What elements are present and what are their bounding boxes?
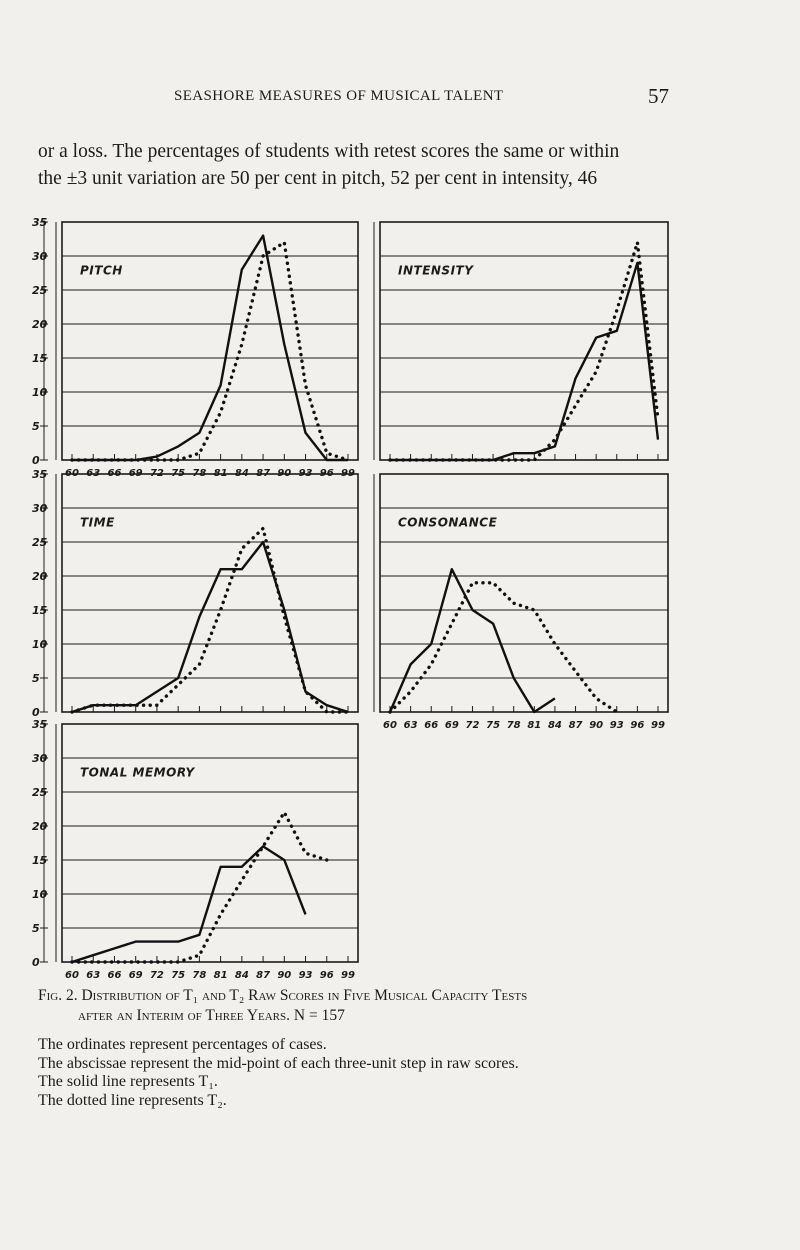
x-tick-label: 96 (630, 720, 645, 731)
y-tick-label: 25 (32, 536, 48, 549)
x-tick-label: 63 (403, 720, 418, 731)
x-tick-label: 75 (171, 970, 186, 981)
x-tick-label: 87 (256, 468, 271, 479)
series-line-t1 (390, 569, 555, 712)
y-tick-label: 0 (32, 956, 40, 969)
note-line: The abscissae represent the mid-point of each three-unit step in raw scores. (38, 1054, 519, 1072)
panel-frame (380, 222, 668, 460)
note-line: The solid line represents T₁. (38, 1073, 218, 1090)
x-tick-label: 72 (465, 720, 480, 731)
x-tick-label: 66 (107, 468, 122, 479)
caption-line-2: after an Interim of Three Years. N = 157 (78, 1007, 345, 1024)
x-tick-label: 99 (341, 468, 355, 479)
panel-frame (62, 724, 358, 962)
figure-notes (38, 1036, 519, 1110)
y-tick-label: 10 (32, 386, 48, 399)
y-tick-label: 25 (32, 786, 48, 799)
x-tick-label: 90 (277, 970, 292, 981)
x-tick-label: 60 (65, 468, 79, 479)
x-tick-label: 69 (444, 720, 459, 731)
y-tick-label: 15 (32, 854, 48, 867)
panel-title: TIME (80, 515, 115, 530)
figure-caption (38, 986, 798, 1026)
x-tick-label: 93 (609, 720, 624, 731)
x-tick-label: 78 (192, 970, 207, 981)
note-line: The ordinates represent percentages of cases. (38, 1036, 327, 1053)
x-tick-label: 72 (149, 468, 164, 479)
y-tick-label: 20 (32, 570, 48, 583)
x-tick-label: 78 (192, 468, 207, 479)
x-tick-label: 81 (213, 970, 228, 981)
x-tick-label: 84 (547, 720, 562, 731)
x-tick-label: 81 (527, 720, 542, 731)
panel-title: PITCH (80, 263, 123, 278)
page-number: 57 (648, 84, 669, 108)
x-tick-label: 69 (128, 970, 143, 981)
y-tick-label: 15 (32, 604, 48, 617)
panel-title: TONAL MEMORY (80, 765, 195, 780)
y-tick-label: 20 (32, 820, 48, 833)
x-tick-label: 93 (298, 970, 313, 981)
x-tick-label: 90 (277, 468, 292, 479)
series-line-t1 (72, 846, 306, 962)
x-tick-label: 66 (107, 970, 122, 981)
caption-line-1: Fig. 2. Distribution of T₁ and T₂ Raw Scores in Five Musical Capacity Tests (38, 987, 528, 1004)
x-tick-label: 81 (213, 468, 228, 479)
y-tick-label: 0 (32, 706, 40, 719)
body-line: the ±3 unit variation are 50 per cent in pitch, 52 per cent in intensity, 46 (38, 168, 598, 189)
series-line-t2 (72, 812, 327, 962)
y-tick-label: 5 (32, 420, 40, 433)
y-tick-label: 35 (32, 718, 48, 731)
x-tick-label: 60 (383, 720, 397, 731)
x-tick-label: 93 (298, 468, 313, 479)
x-tick-label: 87 (568, 720, 583, 731)
x-tick-label: 63 (86, 468, 101, 479)
series-line-t2 (390, 583, 617, 712)
panel-title: INTENSITY (398, 263, 474, 278)
x-tick-label: 60 (65, 970, 79, 981)
y-tick-label: 30 (32, 752, 48, 765)
y-tick-label: 5 (32, 922, 40, 935)
panel-frame (380, 474, 668, 712)
series-line-t2 (72, 528, 348, 712)
y-tick-label: 35 (32, 216, 48, 229)
x-tick-label: 72 (149, 970, 164, 981)
x-tick-label: 84 (234, 970, 249, 981)
y-tick-label: 25 (32, 284, 48, 297)
y-tick-label: 5 (32, 672, 40, 685)
x-tick-label: 96 (319, 970, 334, 981)
note-line: The dotted line represents T₂. (38, 1091, 227, 1109)
x-tick-label: 63 (86, 970, 101, 981)
panel-title: CONSONANCE (398, 515, 498, 530)
x-tick-label: 78 (506, 720, 521, 731)
y-tick-label: 30 (32, 502, 48, 515)
y-tick-label: 30 (32, 250, 48, 263)
x-tick-label: 99 (341, 970, 355, 981)
x-tick-label: 99 (651, 720, 665, 731)
y-tick-label: 35 (32, 468, 48, 481)
x-tick-label: 75 (171, 468, 186, 479)
y-tick-label: 0 (32, 454, 40, 467)
x-tick-label: 90 (589, 720, 604, 731)
y-tick-label: 20 (32, 318, 48, 331)
x-tick-label: 75 (486, 720, 501, 731)
series-line-t1 (72, 542, 348, 712)
y-tick-label: 10 (32, 638, 48, 651)
y-tick-label: 15 (32, 352, 48, 365)
x-tick-label: 84 (234, 468, 249, 479)
x-tick-label: 96 (319, 468, 334, 479)
x-tick-label: 69 (128, 468, 143, 479)
panel-frame (62, 222, 358, 460)
series-line-t1 (390, 263, 658, 460)
x-tick-label: 87 (256, 970, 271, 981)
y-tick-label: 10 (32, 888, 48, 901)
running-title: SEASHORE MEASURES OF MUSICAL TALENT (174, 88, 504, 104)
body-line: or a loss. The percentages of students with retest scores the same or within (38, 141, 620, 162)
x-tick-label: 66 (424, 720, 439, 731)
